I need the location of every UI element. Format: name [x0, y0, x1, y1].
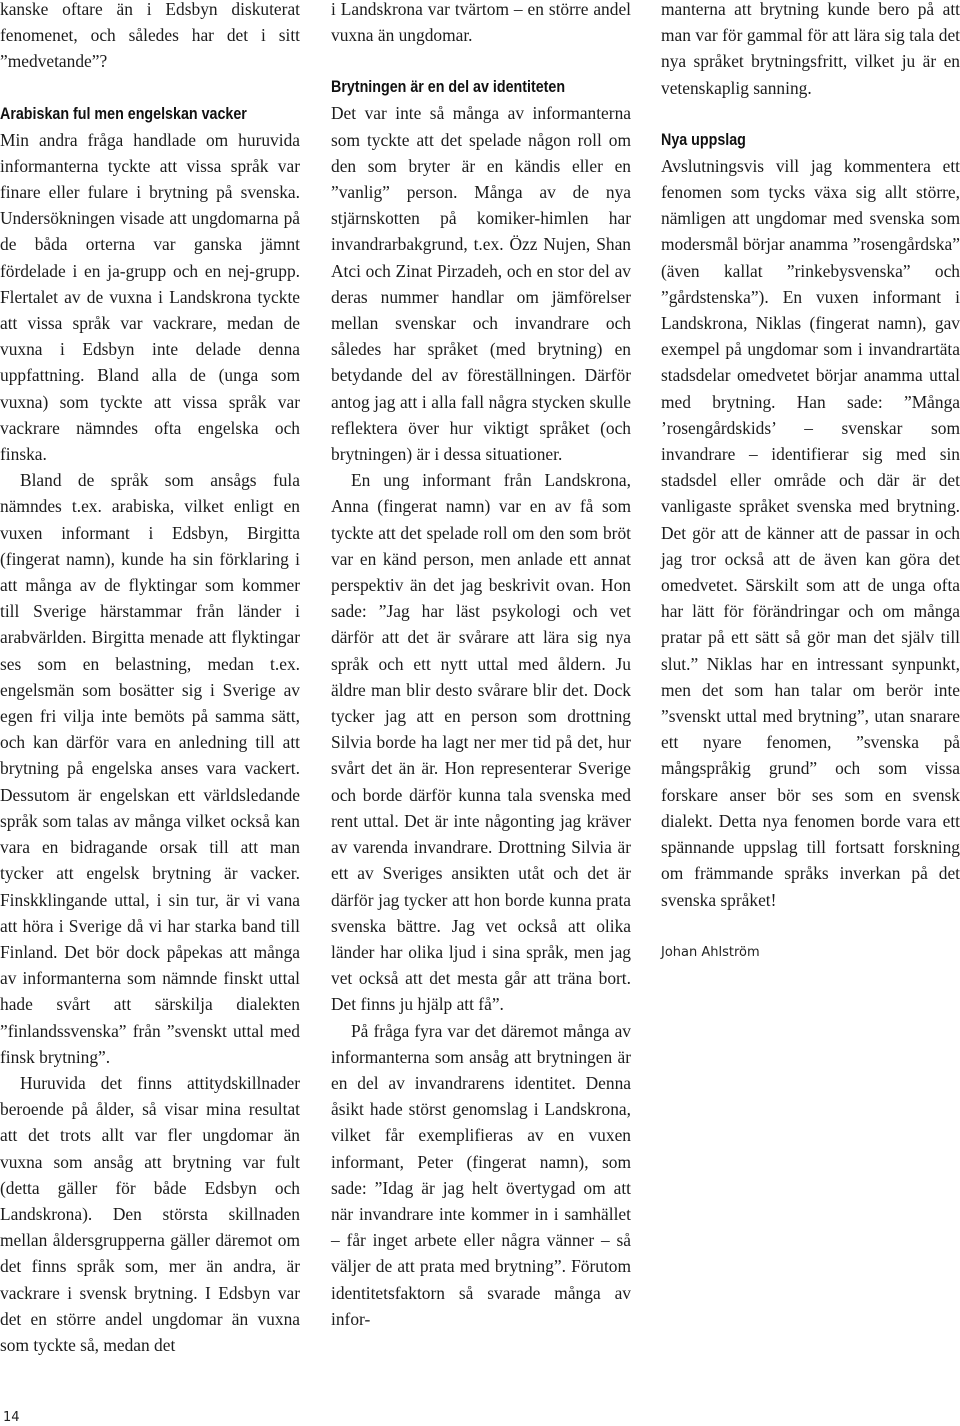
body-paragraph: manterna att brytning kunde bero på att man var för gammal för att lära sig tala det nya språket brytningsfritt, vilket ju är en vetenskaplig sanning.	[661, 0, 960, 98]
body-paragraph: kanske oftare än i Edsbyn diskuterat fenomenet, och således har det i sitt ”medvetande”?	[0, 0, 300, 72]
body-paragraph: Bland de språk som ansågs fula nämndes t.ex. arabiska, vilket enligt en vuxen informant i Edsbyn, Birgitta (fingerat namn), kunde ha sin förklaring i att många av de flyktingar som kommer till Sverige härstammar från länder i arabvärlden. Birgitta menade att flyktingar ses som en belastning, medan t.ex. engelsmän som bosätter sig i Sverige av egen fri vilja inte bemöts på samma sätt, och kan därför vara en anledning till att brytning på engelska anses vara vackert. Dessutom är engelskan ett världsledande språk som talas av många vilket också kan vara en bidragande orsak till att man tycker att engelsk brytning är vacker. Finskklingande uttal, i sin tur, är vi vana att höra i Sverige då vi har starka band till Finland. Det bör dock påpekas att många av informanterna som nämnde finskt uttal hade svårt att särskilja dialekten ”finlandssvenska” från ”svenskt uttal med finsk brytning”.	[0, 470, 300, 1067]
section-heading: Brytningen är en del av identiteten	[331, 77, 566, 97]
column-1	[0, 0, 300, 1358]
body-paragraph: En ung informant från Landskrona, Anna (fingerat namn) var en av få som tyckte att det spelade roll om den som bröt var en känd person, men anlade ett annat perspektiv än det jag beskrivit ovan. Hon sade: ”Jag har läst psykologi och vet därför att det är svårare att lära sig nya språk och ett nytt uttal med åldern. Ju äldre man blir desto svårare blir det. Dock tycker jag att en person som drottning Silvia borde ha lagt ner mer tid på det, hur svårt det än är. Hon representerar Sverige och borde därför kunna tala svenska med rent uttal. Det är inte någonting jag kräver av varenda invandrare. Drottning Silvia är ett av Sveriges ansikten utåt och det är därför jag tycker att hon borde kunna prata svenska bättre. Jag vet också att olika länder har olika ljud i sina språk, men jag vet också att det mesta går att träna bort. Det finns ju hjälp att få”.	[331, 470, 631, 1015]
page-number: 14	[3, 1410, 20, 1425]
body-paragraph: Min andra fråga handlade om huruvida informanterna tyckte att vissa språk var finare eller fulare i brytning på svenska. Undersökningen visade att ungdomarna på de båda orterna var ganska jämnt fördelade i en ja-grupp och en nej-grupp. Flertalet av de vuxna i Landskrona tyckte att vissa språk var vackrare, medan de vuxna i Edsbyn inte delade denna uppfattning. Bland alla de (unga som vuxna) som tyckte att vissa språk var vackrare nämndes ofta engelska och finska.	[0, 129, 300, 465]
section-heading: Nya uppslag	[661, 129, 746, 149]
body-paragraph: Avslutningsvis vill jag kommentera ett fenomen som tycks växa sig allt större, nämligen att ungdomar med svenska som modersmål börjar anamma ”rosengårdska” (även kallat ”rinkebysvenska” och ”gårdstenska”). En vuxen informant i Landskrona, Niklas (fingerat namn), gav exempel på ungdomar som i invandrartäta stadsdelar omedvetet börjar anamma uttal med brytning. Han sade: ”Många ’rosengårdskids’ – svenskar som invandrare – identifierar sig med sin stadsdel eller område och där är det vanligaste språket svenska med brytning. Det gör att de känner att de passar in och jag tror också att de även kan göra det omedvetet. Särskilt som att de unga ofta har lätt för förändringar och om många pratar på ett sätt så gör man det själv till slut.” Niklas har en intressant synpunkt, men det som han talar om berör inte ”svenskt uttal med brytning”, utan snarare ett nyare fenomen, ”svenska på mångspråkig grund” och som vissa forskare anser bör ses som en svensk dialekt. Detta nya fenomen borde vara ett spännande uppslag till fortsatt forskning om främmande språks inverkan på det svenska språket!	[661, 155, 960, 910]
section-heading: Arabiskan ful men engelskan vacker	[0, 103, 247, 123]
body-paragraph: Det var inte så många av informanterna som tyckte att det spelade någon roll om den som bryter är en kändis eller en ”vanlig” person. Många av de nya stjärnskotten på komiker-himlen har invandrarbakgrund, t.ex. Özz Nujen, Shan Atci och Zinat Pirzadeh, och en stor del av deras nummer handlar om jämförelser mellan svenskar och invandrare och således har språket (med brytning) en betydande del av föreställningen. Därför antog jag att i alla fall några stycken skulle reflektera över hur viktigt språket (och brytningen) är i dessa situationer.	[331, 103, 631, 465]
body-paragraph: Huruvida det finns attitydskillnader beroende på ålder, så visar mina resultat att det trots allt var fler ungdomar än vuxna som ansåg att brytning var fult (detta gäller för både Edsbyn och Landskrona). Den största skillnaden mellan åldersgrupperna gäller däremot om det finns språk som, mer än andra, är vackrare i svensk brytning. I Edsbyn var det en större andel ungdomar än vuxna som tyckte så, medan det	[0, 1072, 300, 1355]
body-paragraph: i Landskrona var tvärtom – en större andel vuxna än ungdomar.	[331, 0, 631, 46]
column-3	[661, 0, 960, 963]
author-name: Johan Ahlström	[661, 944, 760, 960]
body-paragraph: På fråga fyra var det däremot många av informanterna som ansåg att brytningen är en del av invandrarens identitet. Denna åsikt hade störst genomslag i Landskrona, vilket får exemplifieras av en vuxen informant, Peter (fingerat namn), som sade: ”Idag är jag helt övertygad om att när invandrare inte kommer in i samhället – får inget arbete eller några vänner – så väljer de att prata med brytning”. Förutom identitetsfaktorn så svarade många av infor-	[331, 1020, 631, 1329]
column-2	[331, 0, 631, 1332]
